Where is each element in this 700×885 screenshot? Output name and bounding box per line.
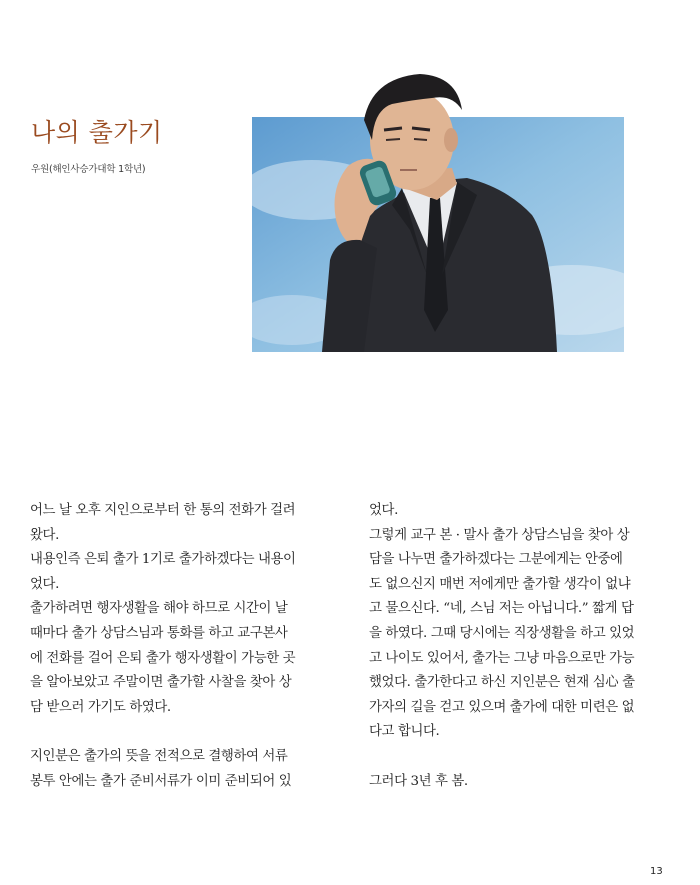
- body-line: 지인분은 출가의 뜻을 전적으로 결행하여 서류: [30, 748, 288, 764]
- paragraph-gap: [369, 745, 669, 770]
- body-line: 을 알아보았고 주말이면 출가할 사찰을 찾아 상: [30, 675, 292, 691]
- body-line: 고 물으신다. “네, 스님 저는 아닙니다.” 짧게 답: [369, 601, 634, 617]
- body-line: 가자의 길을 걷고 있으며 출가에 대한 미련은 없: [369, 699, 635, 715]
- body-line: 왔다.: [30, 527, 59, 543]
- paragraph-gap: [30, 720, 330, 745]
- body-column-left: [30, 499, 330, 794]
- body-column-right: [369, 499, 669, 794]
- body-line: 어느 날 오후 지인으로부터 한 통의 전화가 걸려: [30, 503, 296, 518]
- body-line: 도 없으신지 매번 저에게만 출가할 생각이 없냐: [369, 576, 631, 592]
- page-number: 13: [650, 866, 663, 877]
- body-line: 했었다. 출가한다고 하신 지인분은 현재 심心 출: [369, 675, 635, 691]
- body-line: 그렇게 교구 본 · 말사 출가 상담스님을 찾아 상: [369, 527, 630, 543]
- body-line: 때마다 출가 상담스님과 통화를 하고 교구본사: [30, 625, 288, 641]
- body-line: 출가하려면 행자생활을 해야 하므로 시간이 날: [30, 601, 288, 617]
- body-line: 그러다 3년 후 봄.: [369, 773, 468, 789]
- body-line: 었다.: [30, 576, 59, 592]
- body-line: 고 나이도 있어서, 출가는 그냥 마음으로만 가능: [369, 650, 635, 666]
- body-line: 었다.: [369, 503, 398, 518]
- body-line: 다고 합니다.: [369, 724, 440, 740]
- body-line: 을 하였다. 그때 당시에는 직장생활을 하고 있었: [369, 625, 635, 641]
- body-line: 담 받으러 가기도 하였다.: [30, 699, 171, 715]
- illustration-man-on-phone: [252, 70, 624, 352]
- body-line: 담을 나누면 출가하겠다는 그분에게는 안중에: [369, 552, 623, 568]
- body-line: 내용인즉 은퇴 출가 1기로 출가하겠다는 내용이: [30, 552, 296, 568]
- author-byline: 우원(해인사승가대학 1학년): [31, 164, 146, 175]
- body-line: 봉투 안에는 출가 준비서류가 이미 준비되어 있: [30, 773, 292, 789]
- body-line: 에 전화를 걸어 은퇴 출가 행자생활이 가능한 곳: [30, 650, 296, 666]
- article-title: 나의 출가기: [31, 118, 163, 147]
